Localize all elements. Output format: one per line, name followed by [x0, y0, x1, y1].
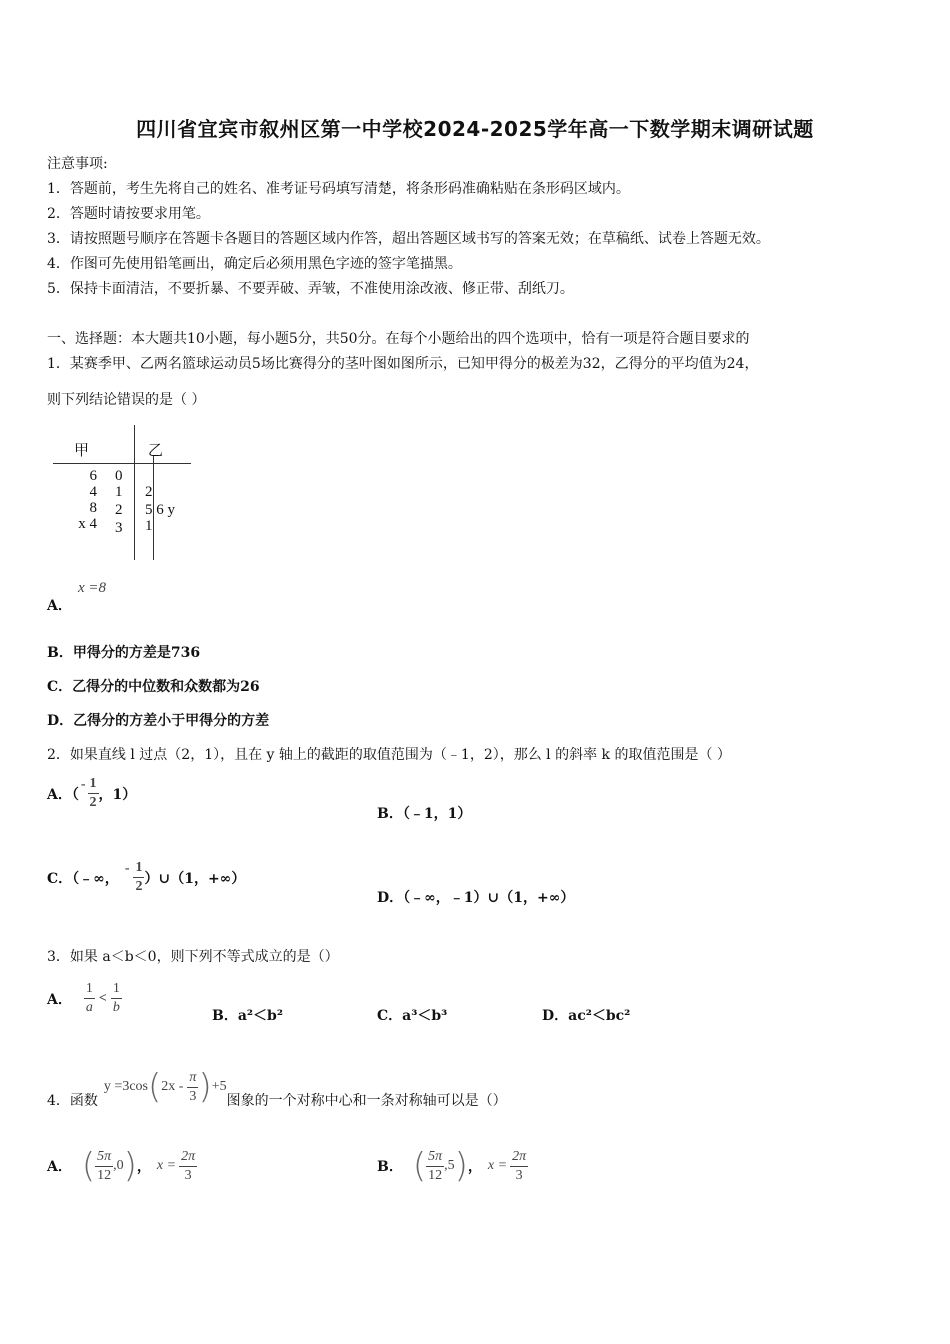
- plot-stem: 0: [115, 468, 123, 484]
- q2-c-minus: -: [124, 860, 130, 876]
- fraction-numerator: 5π: [426, 1148, 444, 1167]
- q4-option-a: [47, 1146, 197, 1186]
- fraction-denominator: 2: [135, 879, 143, 894]
- q4-b-label: B．: [377, 1159, 403, 1175]
- q4-a-center-value: ,0: [113, 1158, 124, 1173]
- q2-option-a: [47, 775, 136, 812]
- question-3-stem: 3．如果 a＜b＜0，则下列不等式成立的是（）: [47, 949, 339, 965]
- plot-divider-v: [134, 425, 135, 560]
- q4-a-axis-label: x =: [156, 1158, 177, 1173]
- notice-item: 5．保持卡面清洁，不要折暴、不要弄破、弄皱，不准使用涂改液、修正带、刮纸刀。: [47, 281, 574, 297]
- fraction-numerator: 1: [88, 775, 99, 794]
- q4-b-separator: ，: [467, 1159, 482, 1175]
- notice-item: 2．答题时请按要求用笔。: [47, 206, 210, 222]
- q3-a-frac-1: [84, 980, 95, 1017]
- q4-a-label: A．: [47, 1159, 72, 1175]
- q2-a-prefix: A．（: [47, 786, 79, 803]
- paren-right-icon: ): [454, 1146, 468, 1186]
- stem-leaf-plot: [50, 425, 195, 565]
- paren-right-icon: ): [123, 1146, 137, 1186]
- fraction-numerator: 2π: [510, 1148, 528, 1167]
- q4-func-fraction: [187, 1069, 198, 1106]
- q2-a-minus: -: [80, 776, 86, 792]
- plot-leaf-left: 4: [89, 484, 97, 500]
- fraction-numerator: 1: [111, 980, 122, 999]
- plot-leaf-right: 2: [145, 484, 153, 500]
- q3-option-d: D．ac²＜bc²: [542, 1008, 631, 1024]
- question-1-stem-cont: 则下列结论错误的是（ ）: [47, 392, 206, 408]
- q3-option-a: [47, 980, 122, 1017]
- q4-a-separator: ，: [136, 1159, 151, 1175]
- q1-option-d: D．乙得分的方差小于甲得分的方差: [47, 713, 270, 729]
- plot-leaf-left: x 4: [78, 516, 97, 532]
- q1-option-b: B．甲得分的方差是736: [47, 645, 201, 661]
- q3-a-label: A．: [47, 991, 72, 1008]
- q2-c-prefix: C．（﹣∞，: [47, 870, 119, 887]
- plot-leaf-right: 5 6 y: [145, 502, 175, 518]
- paren-left-icon: (: [412, 1146, 427, 1186]
- plot-leaf-left: 8: [89, 500, 97, 516]
- q4-a-axis-fraction: [179, 1148, 197, 1185]
- q4-b-center-value: ,5: [444, 1158, 455, 1173]
- q4-b-axis-fraction: [510, 1148, 528, 1185]
- fraction-denominator: 12: [97, 1167, 112, 1183]
- fraction-denominator: 3: [184, 1167, 192, 1183]
- plot-stem: 2: [115, 502, 123, 518]
- fraction-denominator: b: [112, 1000, 120, 1015]
- fraction-numerator: 5π: [95, 1148, 113, 1167]
- fraction-denominator: 3: [189, 1088, 197, 1104]
- q2-a-fraction: [88, 775, 99, 812]
- q4-prefix: 4．函数: [47, 1093, 98, 1109]
- question-4-stem: [47, 1064, 507, 1110]
- fraction-numerator: 2π: [179, 1148, 197, 1167]
- q4-b-center-fraction: [426, 1148, 444, 1185]
- question-1-stem: 1．某赛季甲、乙两名篮球运动员5场比赛得分的茎叶图如图所示，已知甲得分的极差为32，乙得分的平均值为24，: [47, 356, 759, 372]
- q1-option-c: C．乙得分的中位数和众数都为26: [47, 679, 260, 695]
- notice-item: 1．答题前，考生先将自己的姓名、准考证号码填写清楚，将条形码准确粘贴在条形码区域内。: [47, 181, 630, 197]
- q2-c-suffix: ）∪（1，+∞）: [144, 870, 246, 887]
- question-2-stem: 2．如果直线 l 过点（2，1），且在 y 轴上的截距的取值范围为（﹣1，2），那么 l 的斜率 k 的取值范围是（ ）: [47, 747, 731, 763]
- q3-option-c: C．a³＜b³: [377, 1008, 448, 1024]
- plot-stem: 3: [115, 520, 123, 536]
- q1-option-a-label: A．: [47, 598, 72, 614]
- fraction-denominator: 12: [428, 1167, 443, 1183]
- plot-leaf-right: 1: [145, 518, 153, 534]
- q2-a-suffix: ，1）: [98, 786, 137, 803]
- fraction-denominator: 2: [89, 795, 97, 810]
- paren-left-icon: (: [81, 1146, 96, 1186]
- fraction-numerator: π: [187, 1069, 198, 1088]
- notice-header: 注意事项:: [47, 156, 108, 172]
- plot-head-left: 甲: [74, 443, 90, 459]
- fraction-numerator: 1: [84, 980, 95, 999]
- q2-c-fraction: [133, 859, 144, 896]
- plot-head-right: 乙: [148, 443, 164, 459]
- fraction-numerator: 1: [133, 859, 144, 878]
- fraction-denominator: a: [85, 1000, 93, 1015]
- section-heading: 一、选择题：本大题共10小题，每小题5分，共50分。在每个小题给出的四个选项中，恰有一项是符合题目要求的: [47, 331, 750, 347]
- q4-func-b: 2x -: [161, 1079, 184, 1094]
- q2-option-b: B．（﹣1，1）: [377, 806, 472, 822]
- q4-func-c: +5: [211, 1079, 227, 1094]
- q1-option-a-math: x =8: [78, 580, 107, 596]
- plot-leaf-left: 6: [89, 468, 97, 484]
- page-title: 四川省宜宾市叙州区第一中学校2024-2025学年高一下数学期末调研试题: [136, 117, 814, 141]
- plot-divider-h: [53, 463, 191, 464]
- q4-b-axis-label: x =: [487, 1158, 508, 1173]
- q3-option-b: B．a²＜b²: [212, 1008, 283, 1024]
- q4-a-center-fraction: [95, 1148, 113, 1185]
- notice-item: 3．请按照题号顺序在答题卡各题目的答题区域内作答，超出答题区域书写的答案无效；在草稿纸、试卷上答题无效。: [47, 231, 770, 247]
- paren-right-icon: ): [198, 1067, 212, 1107]
- q4-option-b: [377, 1146, 528, 1186]
- plot-stem: 1: [115, 484, 123, 500]
- q4-func-a: y =3cos: [103, 1079, 148, 1094]
- q4-suffix: 图象的一个对称中心和一条对称轴可以是（）: [226, 1093, 507, 1109]
- paren-left-icon: (: [147, 1067, 162, 1107]
- q2-option-c: [47, 859, 245, 896]
- q3-a-lt: <: [98, 990, 107, 1006]
- fraction-denominator: 3: [515, 1167, 523, 1183]
- notice-item: 4．作图可先使用铅笔画出，确定后必须用黑色字迹的签字笔描黑。: [47, 256, 462, 272]
- q2-option-d: D．（﹣∞，﹣1）∪（1，+∞）: [377, 890, 575, 906]
- q3-a-frac-2: [111, 980, 122, 1017]
